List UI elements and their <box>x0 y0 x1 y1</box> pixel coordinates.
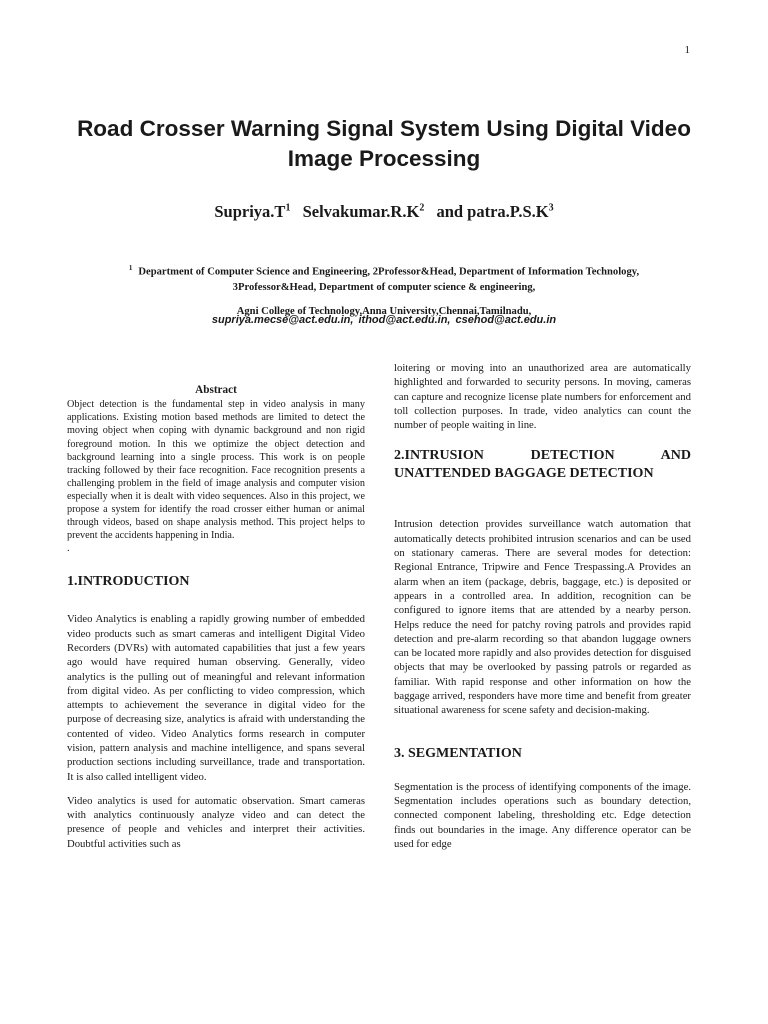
author-3 <box>436 202 553 221</box>
page-number: 1 <box>684 44 690 56</box>
paper-title: Road Crosser Warning Signal System Using Digital Video Image Processing <box>77 116 691 171</box>
introduction-heading: 1.INTRODUCTION <box>67 574 190 590</box>
introduction-continued: loitering or moving into an unauthorized area are automatically highlighted and forwarded to security persons. In moving, cameras can capture and recognize license plate numbers for enforcement and toll collection purposes. In trade, video analytics can count the number of people waiting in line. <box>394 362 691 432</box>
left-column <box>67 383 365 851</box>
affiliation-marker: 1 <box>128 264 133 272</box>
author-emails: supriya.mecse@act.edu.in, ithod@act.edu.in, csehod@act.edu.in <box>211 314 557 326</box>
author-1 <box>214 202 290 221</box>
affiliation-departments: Department of Computer Science and Engineering, 2Professor&Head, Department of Information Technology, 3Professor&Head, Department of computer science & engineering, <box>138 266 640 293</box>
author-2 <box>303 202 425 221</box>
abstract-text: Object detection is the fundamental step in video analysis in many applications. Existing motion based methods are limited to detect the moving object when coping with dynamic background and non rigid foreground motion. In this we optimize the object detection and background learning into a single process. This work is on people tracking followed by their face recognition. Face recognition presents a challenging problem in the field of image analysis and computer vision especially when it is dealt with video sequences. Also in this project, we propose a system for identify the road crosser either human or animal through videos, based on shape analysis method. This project helps to prevent the accidents happening in India. <box>67 399 365 542</box>
segmentation-heading: 3. SEGMENTATION <box>394 745 522 761</box>
author-superscript: 2 <box>419 202 425 214</box>
abstract-trailing-mark: . <box>67 542 70 555</box>
abstract-heading: Abstract <box>195 384 237 396</box>
author-name: Supriya.T <box>214 202 286 221</box>
right-column <box>394 361 691 851</box>
author-superscript: 1 <box>285 202 291 214</box>
introduction-paragraph-1: Video Analytics is enabling a rapidly growing number of embedded video products such as smart cameras and intelligent Digital Video Recorders (DVRs) with automated capabilities that just a few years ago would have required human observing. Generally, video analytics is the pulling out of meaningful and relevant information from digital video. As per conflicting to video compression, which attempts to achievement the severance in digital video for the purpose of decreasing size, analytics is afraid with understanding the contented of video. Video Analytics forms research in computer vision, pattern analysis and machine intelligence, and spans several production sections including surveillance, trade and transportation. It is also called intelligent video. <box>67 613 365 783</box>
intrusion-heading: 2.INTRUSION DETECTION AND UNATTENDED BAGGAGE DETECTION <box>394 448 691 482</box>
segmentation-text: Segmentation is the process of identifying components of the image. Segmentation includes operations such as boundary detection, connected component labeling, thresholding etc. Edge detection finds out boundaries in the image. Any difference operator can be used for edge <box>394 780 691 850</box>
affiliation-block <box>90 261 678 319</box>
introduction-paragraph-2: Video analytics is used for automatic observation. Smart cameras with analytics continuously analyze video and can detect the presence of people and vehicles and interpret their activities. Doubtful activities such as <box>67 794 365 850</box>
affiliation-college: Agni College of Technology,Anna University,Chennai,Tamilnadu, <box>236 305 532 317</box>
author-superscript: 3 <box>548 202 554 214</box>
intrusion-text: Intrusion detection provides surveillance watch automation that automatically detects prohibited intrusion scenarios and can be used on stationary cameras. There are several modes for detection: Regional Entrance, Tripwire and Fence Trespassing.A Provides an alarm when an item (package, debris, baggage, etc.) is deposited or appears in a controlled area. In addition, recognition can be configured to ignore items that are attended by a nearby person. Helps reduce the need for patchy roving patrols and provides rapid detection and pre-alarm recording so that abandon luggage owners can be located more rapidly and also provides detection for disguised objects that may be overlooked by passing patrols or regarded as familiar. With rapid response and other information on how the baggage arrived, responders have more time and benefit from greater situational awareness for scene safety and decision-making. <box>394 518 691 717</box>
author-name: and patra.P.S.K <box>436 202 549 221</box>
author-list <box>60 202 708 222</box>
author-name: Selvakumar.R.K <box>302 202 420 221</box>
